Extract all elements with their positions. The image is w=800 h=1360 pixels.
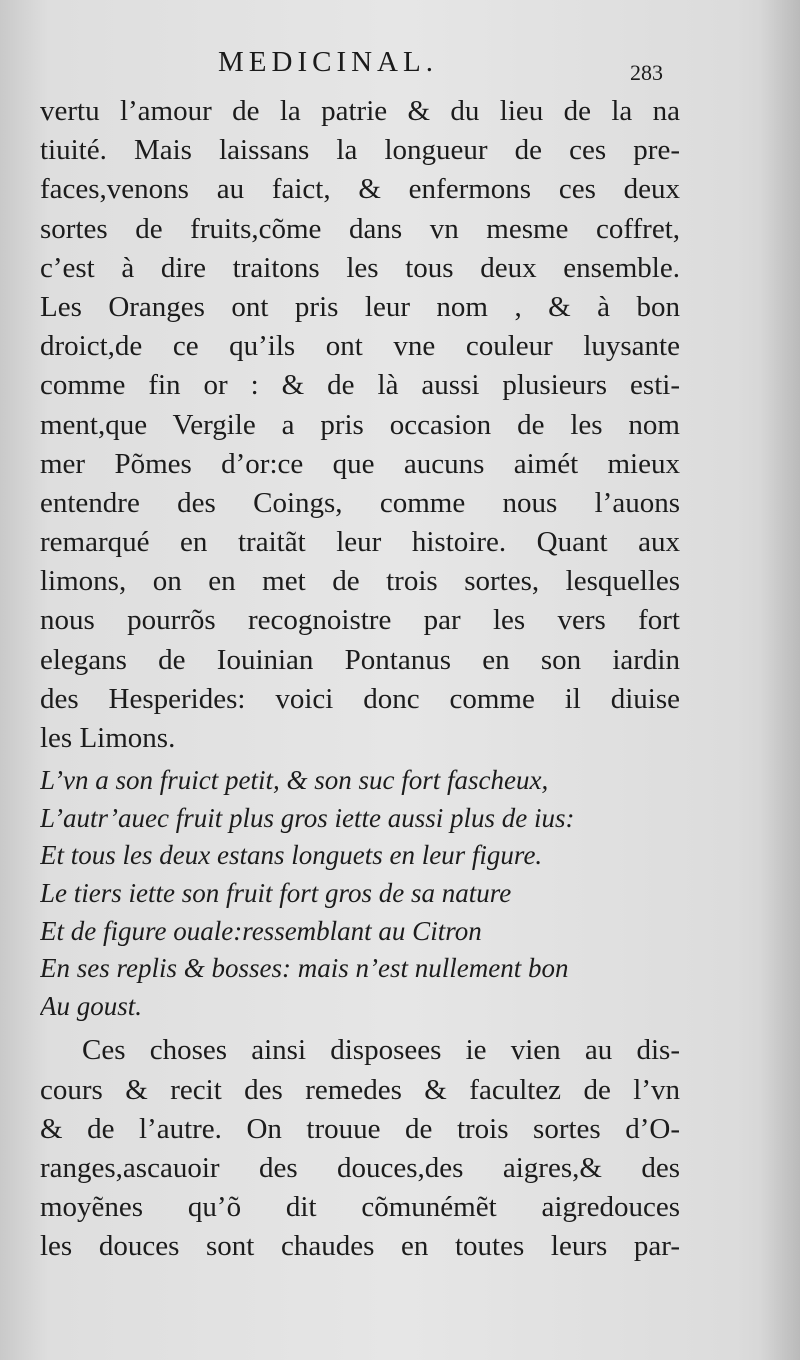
text-line: mer Põmes d’or:ce que aucuns aimét mieux [40, 447, 680, 480]
text-line: les douces sont chaudes en toutes leurs par- [40, 1230, 680, 1263]
verse-line: En ses replis & bosses: mais n’est nullement bon [40, 953, 569, 984]
text-line: ranges,ascauoir des douces,des aigres,& des [40, 1151, 680, 1184]
text-line: faces,venons au faict, & enfermons ces deux [40, 173, 680, 206]
verse-line: Et tous les deux estans longuets en leur figure. [40, 840, 543, 871]
text-line: nous pourrõs recognoistre par les vers fort [40, 604, 680, 637]
verse-line: Au goust. [40, 990, 143, 1021]
verse-line: L’vn a son fruict petit, & son suc fort fascheux, [40, 765, 549, 796]
text-line: les Limons. [40, 722, 176, 754]
text-line: limons, on en met de trois sortes, lesquelles [40, 565, 680, 598]
text-line: droict,de ce qu’ils ont vne couleur luysante [40, 330, 680, 363]
text-line: c’est à dire traitons les tous deux ensemble. [40, 251, 680, 284]
text-block [40, 92, 680, 1266]
text-line: elegans de Iouinian Pontanus en son iardin [40, 643, 680, 676]
text-line: des Hesperides: voici donc comme il diuise [40, 682, 680, 715]
text-line: cours & recit des remedes & facultez de l’vn [40, 1073, 680, 1106]
text-line: & de l’autre. On trouue de trois sortes d’O- [40, 1112, 680, 1145]
text-line: sortes de fruits,cõme dans vn mesme coffret, [40, 212, 680, 245]
text-line: comme fin or : & de là aussi plusieurs esti- [40, 369, 680, 402]
text-line: Ces choses ainsi disposees ie vien au dis- [82, 1034, 680, 1067]
text-line: remarqué en traitãt leur histoire. Quant aux [40, 526, 680, 559]
verse-line: L’autr’auec fruit plus gros iette aussi plus de ius: [40, 802, 575, 833]
text-line: moyẽnes qu’õ dit cõmunémẽt aigredouces [40, 1191, 680, 1224]
verse-line: Et de figure ouale:ressemblant au Citron [40, 915, 482, 946]
text-line: ment,que Vergile a pris occasion de les nom [40, 408, 680, 441]
verse-line: Le tiers iette son fruit fort gros de sa nature [40, 877, 512, 908]
page-number: 283 [630, 60, 663, 85]
text-line: vertu l’amour de la patrie & du lieu de la na [40, 95, 680, 127]
running-head [0, 46, 800, 86]
running-title: MEDICINAL. [218, 46, 438, 78]
text-line: Les Oranges ont pris leur nom , & à bon [40, 290, 680, 323]
text-line: tiuité. Mais laissans la longueur de ces pre- [40, 134, 680, 167]
text-line: entendre des Coings, comme nous l’auons [40, 486, 680, 519]
